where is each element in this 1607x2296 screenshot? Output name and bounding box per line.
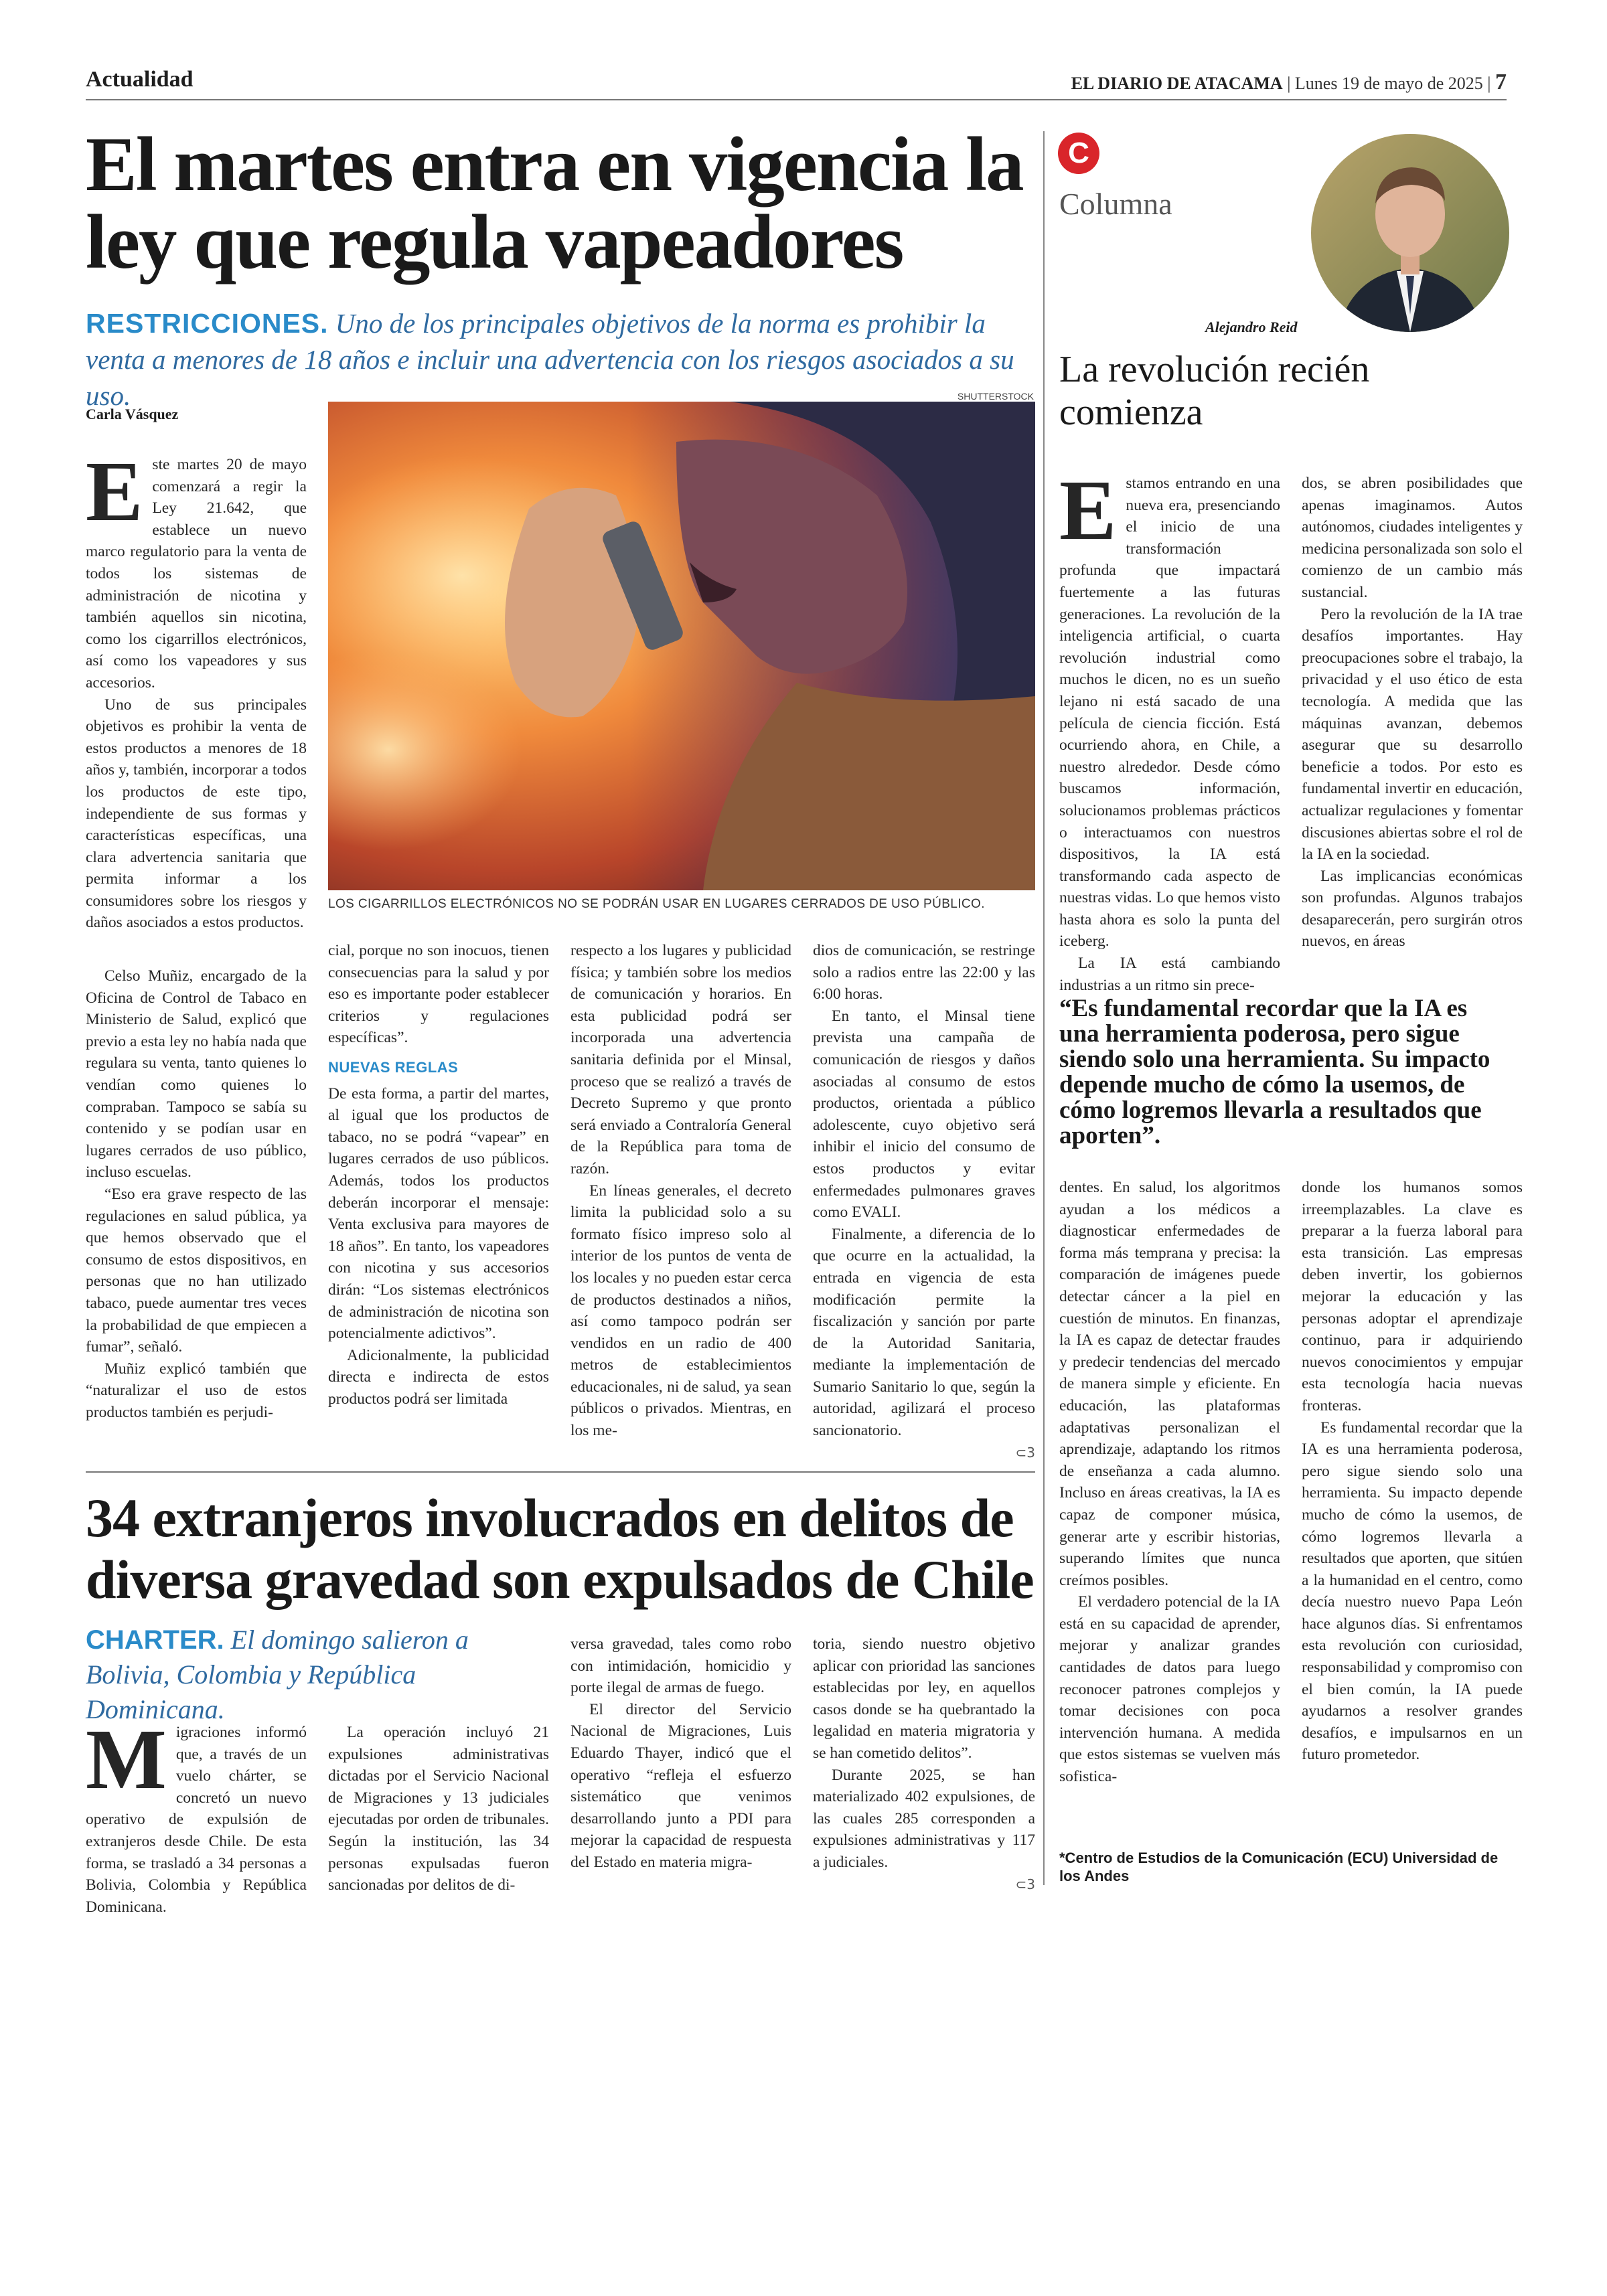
issue-date: | Lunes 19 de mayo de 2025 |	[1287, 74, 1491, 93]
paragraph: El verdadero potencial de la IA está en su capacidad de aprender, mejorar y analizar grandes cantidades de datos para luego reconocer patrones complejos y tomar decisiones con poca intervención humana. A medida que estos sistemas se vuelven más sofistica-	[1059, 1593, 1280, 1786]
paragraph: igraciones informó que, a través de un vuelo chárter, se concretó un nuevo operativo de expulsión de extranjeros desde Chile. De esta forma, se trasladó a 34 personas a Bolivia, Colombia y República Dominicana.	[86, 1724, 307, 1916]
paragraph: donde los humanos somos irreemplazables. La clave es preparar a la fuerza laboral para esta transición. Las empresas deben invertir, los gobiernos mejorar la educación y las personas adoptar el aprendizaje continuo, para ir adquiriendo nuevos conocimientos y empujar esta tecnología hacia nuevas fronteras.	[1302, 1179, 1523, 1414]
paragraph: dos, se abren posibilidades que apenas imaginamos. Autos autónomos, ciudades inteligentes y medicina personalizada son solo el comienzo de un cambio más sustancial.	[1302, 475, 1523, 601]
paragraph: Las implicancias económicas son profundas. Algunos trabajos desaparecerán, pero surgirán otros nuevos, en áreas	[1302, 867, 1523, 951]
article1-col3	[570, 940, 791, 1442]
column-badge-icon: C	[1058, 133, 1099, 174]
paragraph: La operación incluyó 21 expulsiones administrativas dictadas por el Servicio Nacional de Migraciones y 13 judiciales ejecutadas por orden de tribunales. Según la institución, las 34 personas expulsadas fueron sancionadas por delitos de di-	[328, 1724, 549, 1894]
paragraph: Muñiz explicó también que “naturalizar el uso de estos productos también es perjudi-	[86, 1360, 307, 1421]
subhead: NUEVAS REGLAS	[328, 1058, 459, 1076]
paragraph: El director del Servicio Nacional de Migraciones, Luis Eduardo Thayer, indicó que el operativo “refleja el esfuerzo sistemático que venimos desarrollando junto a PDI para mejorar la capacidad de respuesta del Estado en materia migra-	[570, 1700, 791, 1871]
column-col-top-right	[1302, 473, 1523, 953]
dropcap: M	[86, 1712, 167, 1807]
paragraph: Durante 2025, se han materializado 402 expulsiones, de las cuales 285 corresponden a expulsiones administrativas y 117 a judiciales.	[813, 1766, 1035, 1871]
paragraph: toria, siendo nuestro objetivo aplicar con prioridad las sanciones establecidas por ley, en aquellos casos donde se ha quebrantado la legalidad en materia migratoria y se han cometido delitos”.	[813, 1635, 1035, 1762]
paragraph: En líneas generales, el decreto limita la publicidad solo a su formato físico impreso solo al interior de los puntos de venta de los locales y no pueden estar cerca de productos destinados a niños, así como tampoco podrán ser vendidos en un radio de 400 metros de establecimientos educacionales, ni de salud, ya sean públicos o privados. Mientras, en los me-	[570, 1181, 791, 1440]
deck-tag: RESTRICCIONES.	[86, 308, 329, 339]
column-title: La revolución recién comienza	[1059, 349, 1370, 433]
paragraph: Adicionalmente, la publicidad directa e indirecta de estos productos podrá ser limitada	[328, 1346, 549, 1408]
paragraph: versa gravedad, tales como robo con intimidación, homicidio y porte ilegal de armas de fuego.	[570, 1635, 791, 1697]
deck-text: Uno de los principales objetivos de la norma es prohibir la venta a menores de 18 años e incluir una advertencia con los riesgos asociados a su uso.	[86, 308, 1014, 411]
column-col-top-left	[1059, 463, 1280, 996]
paragraph: cial, porque no son inocuos, tienen consecuencias para la salud y por eso es importante poder establecer criterios y regulaciones específicas”.	[328, 942, 549, 1047]
paragraph: Uno de sus principales objetivos es prohibir la venta de estos productos a menores de 18 años y, también, incorporar a todos los productos de este tipo, independiente de sus formas y características específicas, una clara advertencia sanitaria que permita informar a los consumidores sobre los riesgos y daños asociados a estos productos.	[86, 695, 307, 932]
deck-tag: CHARTER.	[86, 1625, 224, 1655]
byline: Carla Vásquez	[86, 406, 179, 422]
vaping-photo-illustration	[328, 402, 1035, 890]
paragraph: En tanto, el Minsal tiene prevista una campaña de comunicación de riesgos y daños asociadas al consumo de estos productos, orientada a público adolescente, cuyo objetivo será inhibir el inicio del consumo de estos productos y evitar enfermedades pulmonares graves como EVALI.	[813, 1007, 1035, 1222]
paragraph: dios de comunicación, se restringe solo a radios entre las 22:00 y las 6:00 horas.	[813, 942, 1035, 1003]
column-col-bottom-left	[1059, 1177, 1280, 1788]
headline-expulsados: 34 extranjeros involucrados en delitos de diversa gravedad son expulsados de Chile	[86, 1487, 1034, 1610]
paragraph: Celso Muñiz, encargado de la Oficina de Control de Tabaco en Ministerio de Salud, explicó que previo a esta ley no había nada que regulara su venta, tanto quienes lo vendían como quienes lo compraban. Tampoco se sabía su contenido y se podían usar en lugares cerrados de uso público, incluso escuelas.	[86, 967, 307, 1181]
paragraph: respecto a los lugares y publicidad física; y también sobre los medios de comunicación y horarios. En esta publicidad podrá ser incorporada una advertencia sanitaria definida por el Minsal, proceso que se realizó a través de Decreto Supremo y que pronto será enviado a Contraloría General de la República para toma de razón.	[570, 942, 791, 1177]
author-portrait-illustration	[1311, 134, 1509, 332]
photo-caption: LOS CIGARRILLOS ELECTRÓNICOS NO SE PODRÁN USAR EN LUGARES CERRADOS DE USO PÚBLICO.	[328, 897, 985, 911]
paragraph: stamos entrando en una nueva era, presenciando el inicio de una transformación profunda que impactará fuertemente a las futuras generaciones. La revolución de la inteligencia artificial, o cuarta revolución industrial como muchos le dicen, no es un sueño lejano ni está sacado de una película de ciencia ficción. Está ocurriendo ahora, en Chile, a nuestro alrededor. Desde cómo buscamos información, solucionamos problemas prácticos o interactuamos con nuestros dispositivos, la IA está transformando cada aspecto de nuestras vidas. Lo que hemos visto hasta ahora es solo la punta del iceberg.	[1059, 475, 1280, 951]
paragraph: ste martes 20 de mayo comenzará a regir la Ley 21.642, que establece un nuevo marco regulatorio para la venta de todos los sistemas de administración de nicotina y también aquellos sin nicotina, como los cigarrillos electrónicos, así como los vapeadores y sus accesorios.	[86, 456, 307, 691]
column-author: Alejandro Reid	[1205, 319, 1298, 335]
author-portrait	[1311, 134, 1509, 332]
article1-col2	[328, 940, 549, 1410]
article2-col2	[328, 1722, 549, 1896]
article2-col3	[570, 1633, 791, 1874]
photo-credit: SHUTTERSTOCK	[957, 391, 1034, 402]
header-rule	[86, 99, 1507, 100]
end-mark-icon: ⊂3	[1015, 1876, 1035, 1892]
article1-col1b	[86, 965, 307, 1423]
column-col-bottom-right	[1302, 1177, 1523, 1766]
paragraph: dentes. En salud, los algoritmos ayudan a los médicos a diagnosticar enfermedades de forma más temprana y precisa: la comparación de imágenes puede detectar cáncer a la piel en cuestión de minutos. En finanzas, la IA es capaz de detectar fraudes y predecir tendencias del mercado de manera simple y eficiente. En educación, las plataformas adaptativas personalizan el aprendizaje, adaptando los ritmos de enseñanza a cada alumno. Incluso en áreas creativas, la IA es capaz de componer música, generar arte y escribir historias, superando límites que nunca creímos posibles.	[1059, 1179, 1280, 1589]
paragraph: “Eso era grave respecto de las regulaciones en salud pública, ya que hemos observado que el consumo de estos dispositivos, en personas que no han utilizado tabaco, puede aumentar tres veces la probabilidad de que empiecen a fumar”, señaló.	[86, 1185, 307, 1356]
deck-text: El domingo salieron a Bolivia, Colombia y República Dominicana.	[86, 1625, 469, 1724]
article-separator	[86, 1471, 1035, 1473]
column-divider	[1043, 131, 1045, 1885]
paragraph: De esta forma, a partir del martes, al igual que los productos de tabaco, no se podrá “vapear” en lugares cerrados de uso públicos. Además, todos los productos deberán incorporar el mensaje: Venta exclusiva para mayores de 18 años”. En tanto, los vapeadores con nicotina y sus accesorios dirán: “Los sistemas electrónicos de administración de nicotina son potencialmente adictivos”.	[328, 1084, 549, 1343]
newspaper-name: EL DIARIO DE ATACAMA	[1071, 74, 1283, 93]
article1-col4	[813, 940, 1035, 1463]
paragraph: Es fundamental recordar que la IA es una herramienta poderosa, pero sigue siendo solo una herramienta. Su impacto depende mucho de cómo la usemos, de cómo logremos llevarla a resultados que aporten, que sitúen a la humanidad en el centro, como decía nuestro nuevo Papa León hace algunos días. Si enfrentamos esta revolución con curiosidad, responsabilidad y compromiso con el bien común, la IA puede ayudarnos a resolver grandes desafíos, e impulsarnos en un futuro prometedor.	[1302, 1418, 1523, 1764]
pull-quote: “Es fundamental recordar que la IA es una herramienta poderosa, pero sigue siendo solo una herramienta. Su impacto depende mucho de cómo la usemos, de cómo logremos llevarla a resultados que aporten”.	[1059, 995, 1490, 1149]
dropcap: E	[1059, 463, 1117, 558]
page-number: 7	[1495, 70, 1507, 94]
column-footnote: *Centro de Estudios de la Comunicación (ECU) Universidad de los Andes	[1059, 1850, 1499, 1884]
article2-col1	[86, 1712, 307, 1918]
article1-col1	[86, 444, 307, 934]
column-label: Columna	[1059, 187, 1172, 221]
section-label: Actualidad	[86, 67, 194, 92]
masthead	[1071, 70, 1507, 95]
paragraph: Finalmente, a diferencia de lo que ocurre en la actualidad, la entrada en vigencia de esta modificación permite la fiscalización y sanción por parte de la Autoridad Sanitaria, mediante la implementación de Sumario Sanitario lo que, según la autoridad, agilizará el proceso sancionatorio.	[813, 1225, 1035, 1440]
paragraph: La IA está cambiando industrias a un ritmo sin prece-	[1059, 955, 1280, 994]
dropcap: E	[86, 444, 143, 539]
vaping-photo	[328, 402, 1035, 890]
headline-vapeadores: El martes entra en vigencia la ley que regula vapeadores	[86, 122, 1023, 284]
article2-col4	[813, 1633, 1035, 1895]
paragraph: Pero la revolución de la IA trae desafíos importantes. Hay preocupaciones sobre el trabajo, la privacidad y el uso ético de esta tecnología. A medida que las máquinas avanzan, debemos asegurar que su desarrollo beneficie a todos. Por esto es fundamental invertir en educación, actualizar regulaciones y fomentar discusiones abiertas sobre el rol de la IA en la sociedad.	[1302, 605, 1523, 864]
end-mark-icon: ⊂3	[1015, 1444, 1035, 1461]
